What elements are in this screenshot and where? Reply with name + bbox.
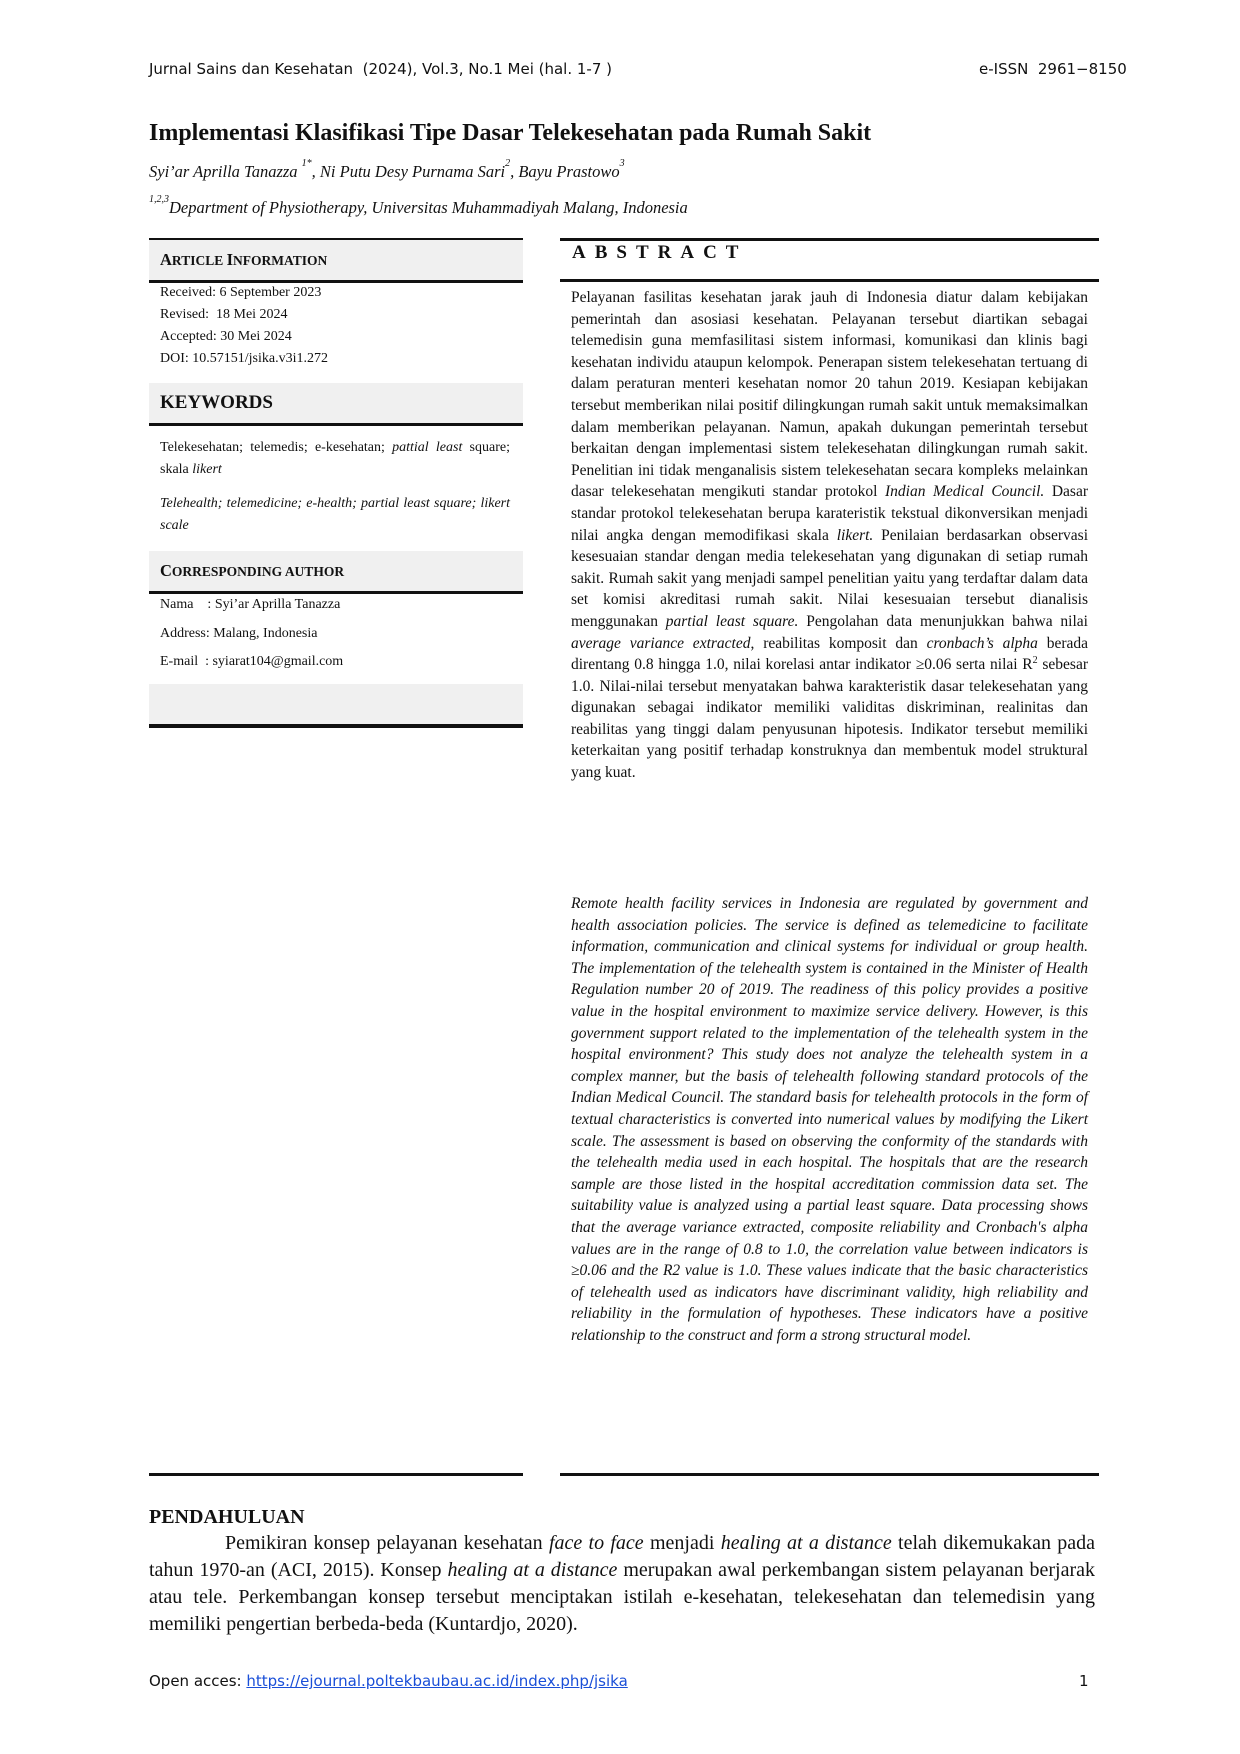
- article-info-heading-box: [149, 240, 523, 280]
- corresponding-footer-box: [149, 684, 523, 724]
- paper-title: Implementasi Klasifikasi Tipe Dasar Telekesehatan pada Rumah Sakit: [149, 120, 872, 146]
- author-list: [149, 158, 625, 182]
- keywords-heading-box: [149, 383, 523, 423]
- left-column-end-rule: [149, 724, 523, 728]
- revised-date: Revised: 18 Mei 2024: [160, 307, 288, 322]
- running-header-issn: e-ISSN 2961−8150: [979, 60, 1127, 78]
- received-date: Received: 6 September 2023: [160, 285, 322, 300]
- journal-url-link[interactable]: https://ejournal.poltekbaubau.ac.id/index.php/jsika: [246, 1672, 628, 1690]
- author-1-marker: 1*: [301, 158, 312, 169]
- article-info-bottom-rule: [149, 280, 523, 283]
- abstract-english: Remote health facility services in Indonesia are regulated by government and health association policies. The service is defined as telemedicine to facilitate information, communication and clinical systems for individual or group health. The implementation of the telehealth system is contained in the Minister of Health Regulation number 20 of 2019. The readiness of this policy provides a positive value in the hospital environment to maximize service delivery. However, is this government support related to the implementation of the telehealth system in the hospital environment? This study does not analyze the telehealth system in a complex manner, but the basis of telehealth following standard protocols of the Indian Medical Council. The standard basis for telehealth protocols in the form of textual characteristics is converted into numerical values by modifying the Likert scale. The assessment is based on observing the conformity of the standards with the telehealth media used in each hospital. The hospitals that are the research sample are those listed in the hospital accreditation commission data set. The suitability value is analyzed using a partial least square. Data processing shows that the average variance extracted, composite reliability and Cronbach's alpha values are in the range of 0.8 to 1.0, the correlation value between indicators is ≥0.06 and the R2 value is 1.0. These values indicate that the basic characteristics of telehealth used as indicators have discriminant validity, high reliability and reliability in the formulation of hypotheses. These indicators have a positive relationship to the construct and form a strong structural model.: [571, 895, 1088, 1344]
- running-header-journal: Jurnal Sains dan Kesehatan (2024), Vol.3, No.1 Mei (hal. 1-7 ): [149, 60, 613, 78]
- footer-label: Open acces:: [149, 1672, 247, 1690]
- author-1: Syi’ar Aprilla Tanazza: [149, 162, 302, 181]
- abstract-heading-rule: [560, 279, 1099, 282]
- keywords-english: Telehealth; telemedicine; e-health; partial least square; likert scale: [160, 496, 510, 533]
- abstract-top-rule: [560, 238, 1099, 241]
- abstract-bottom-rule: [560, 1473, 1099, 1476]
- doi: DOI: 10.57151/jsika.v3i1.272: [160, 351, 328, 366]
- corresponding-heading-box: [149, 551, 523, 591]
- author-2: , Ni Putu Desy Purnama Sari: [311, 162, 506, 181]
- author-2-marker: 2: [505, 158, 511, 169]
- corresponding-email: E-mail : syiarat104@gmail.com: [160, 654, 344, 669]
- introduction-paragraph: Pemikiran konsep pelayanan kesehatan face to face menjadi healing at a distance telah dikemukakan pada tahun 1970-an (ACI, 2015). Konsep healing at a distance merupakan awal perkembangan sistem pelayanan berjarak atau tele. Perkembangan konsep tersebut menciptakan istilah e-kesehatan, telekesehatan dan telemedisin yang memiliki pengertian berbeda-beda (Kuntardjo, 2020).: [149, 1532, 1096, 1635]
- accepted-date: Accepted: 30 Mei 2024: [160, 329, 292, 344]
- section-heading-introduction: PENDAHULUAN: [149, 1506, 305, 1528]
- corresponding-address: Address: Malang, Indonesia: [160, 626, 318, 641]
- footer-open-access: [149, 1672, 628, 1690]
- author-3: , Bayu Prastowo: [510, 162, 620, 181]
- affiliation-marker: 1,2,3: [149, 194, 169, 205]
- abstract-heading: ABSTRACT: [572, 242, 748, 263]
- page-number: 1: [1079, 1672, 1089, 1690]
- keywords-heading: KEYWORDS: [160, 392, 273, 413]
- affiliation: [149, 194, 688, 218]
- corresponding-heading: CORRESPONDING AUTHOR: [160, 561, 345, 580]
- corresponding-name: Nama : Syi’ar Aprilla Tanazza: [160, 597, 341, 612]
- keywords-indonesian: Telekesehatan; telemedis; e-kesehatan; pattial least square; skala likert: [160, 440, 510, 477]
- corresponding-rule: [149, 591, 523, 594]
- affiliation-text: Department of Physiotherapy, Universitas Muhammadiyah Malang, Indonesia: [169, 198, 688, 217]
- keywords-rule: [149, 423, 523, 426]
- author-3-marker: 3: [619, 158, 625, 169]
- abstract-indonesian: Pelayanan fasilitas kesehatan jarak jauh di Indonesia diatur dalam kebijakan pemerintah dan asosiasi kesehatan. Pelayanan tersebut diartikan sebagai telemedisin guna memfasilitasi sistem informasi, komunikasi dan klinis bagi kesehatan individu ataupun kelompok. Penerapan sistem telekesehatan tertuang di dalam peraturan menteri kesehatan nomor 20 tahun 2019. Kesiapan kebijakan tersebut memberikan nilai positif dilingkungan rumah sakit untuk memaksimalkan dalam memberikan pelayanan. Namun, apakah dukungan pemerintah tersebut berkaitan dengan implementasi sistem telekesehatan dilingkungan rumah sakit. Penelitian ini tidak menganalisis sistem telekesehatan secara kompleks melainkan dasar telekesehatan mengikuti standar protokol Indian Medical Council. Dasar standar protokol telekesehatan berupa karateristik tekstual dikonversikan menjadi nilai angka dengan memodifikasi skala likert. Penilaian berdasarkan observasi kesesuaian standar dengan media telekesehatan yang digunakan di setiap rumah sakit. Rumah sakit yang menjadi sampel penelitian yaitu yang terdaftar dalam data set komisi akreditasi rumah sakit. Nilai kesesuaian tersebut dianalisis menggunakan partial least square. Pengolahan data menunjukkan bahwa nilai average variance extracted, reabilitas komposit dan cronbach’s alpha berada direntang 0.8 hingga 1.0, nilai korelasi antar indikator ≥0.06 serta nilai $R^2$ sebesar 1.0. Nilai-nilai tersebut menyatakan bahwa karakteristik dasar telekesehatan yang digunakan sebagai indikator memiliki validitas diskriminan, realinitas dan reabilitas yang tinggi dalam penyusunan hipotesis. Indikator tersebut memiliki keterkaitan yang positif terhadap konstruknya dan membentuk model struktural yang kuat.: [571, 289, 1089, 782]
- left-column-bottom-rule: [149, 1473, 523, 1476]
- article-info-heading: ARTICLE INFORMATION: [160, 250, 328, 269]
